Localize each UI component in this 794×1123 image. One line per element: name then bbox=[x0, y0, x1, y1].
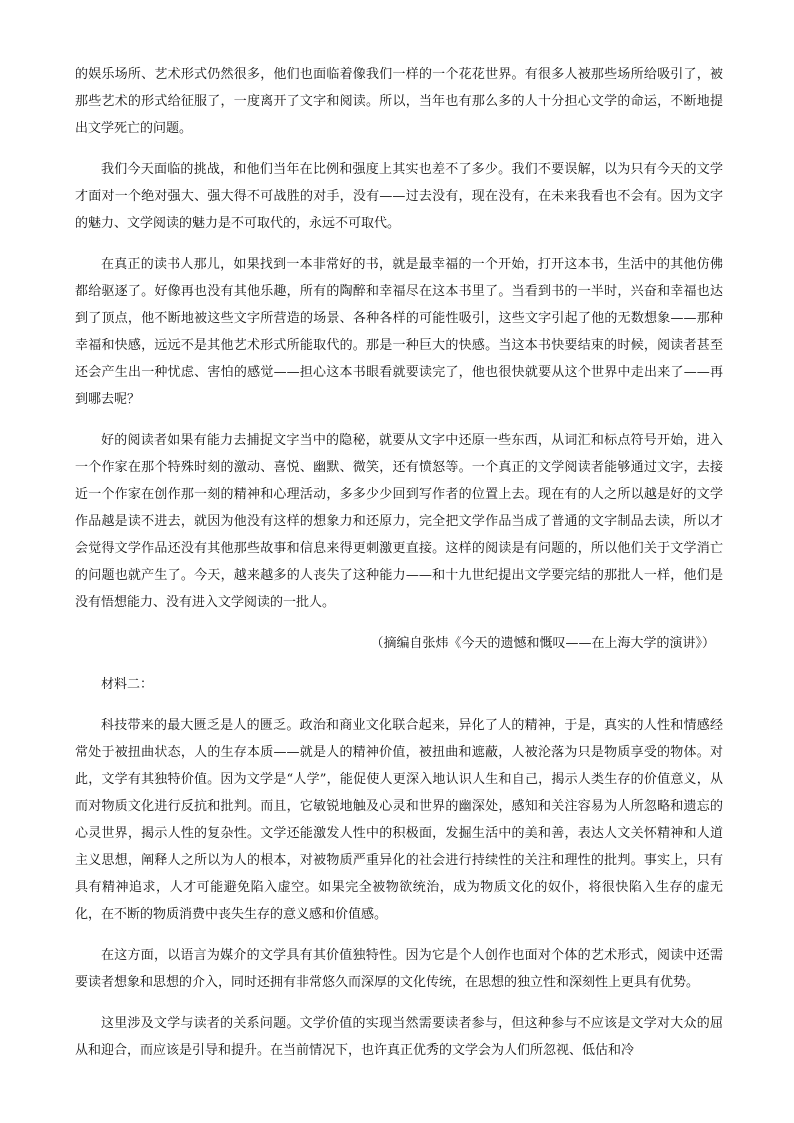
paragraph-7: 这里涉及文学与读者的关系问题。文学价值的实现当然需要读者参与，但这种参与不应该是文学对大众的屈从和迎合，而应该是引导和提升。在当前情况下，也许真正优秀的文学会为人们所忽视、低估和冷 bbox=[75, 1016, 723, 1058]
paragraph-5: 科技带来的最大匮乏是人的匮乏。政治和商业文化联合起来，异化了人的精神，于是，真实的人性和情感经常处于被扭曲状态，人的生存本质——就是人的精神价值，被扭曲和遮蔽，人被沦落为只是物质享受的物体。对此，文学有其独特价值。因为文学是“人学”，能促使人更深入地认识人生和自己，揭示人类生存的价值意义，从而对物质文化进行反抗和批判。而且，它敏锐地触及心灵和世界的幽深处，感知和关注容易为人所忽略和遗忘的心灵世界，揭示人性的复杂性。文学还能激发人性中的积极面，发掘生活中的美和善，表达人文关怀精神和人道主义思想，阐释人之所以为人的根本，对被物质严重异化的社会进行持续性的关注和理性的批判。事实上，只有具有精神追求，人才可能避免陷入虚空。如果完全被物欲统治，成为物质文化的奴仆，将很快陷入生存的虚无化，在不断的物质消费中丧失生存的意义感和价值感。 bbox=[75, 718, 723, 922]
paragraph-1: 的娱乐场所、艺术形式仍然很多，他们也面临着像我们一样的一个花花世界。有很多人被那些场所给吸引了，被那些艺术的形式给征服了，一度离开了文字和阅读。所以，当年也有那么多的人十分担心文学的命运，不断地提出文学死亡的问题。 bbox=[75, 67, 723, 136]
paragraph-6: 在这方面，以语言为媒介的文学具有其价值独特性。因为它是个人创作也面对个体的艺术形式，阅读中还需要读者想象和思想的介入，同时还拥有非常悠久而深厚的文化传统，在思想的独立性和深刻性上更具有优势。 bbox=[75, 948, 723, 990]
material-label: 材料二： bbox=[101, 677, 154, 692]
paragraph-3: 在真正的读书人那儿，如果找到一本非常好的书，就是最幸福的一个开始，打开这本书，生活中的其他仿佛都给驱逐了。好像再也没有其他乐趣，所有的陶醉和幸福尽在这本书里了。当看到书的一半时，兴奋和幸福也达到了顶点，他不断地被这些文字所营造的场景、各种各样的可能性吸引，这些文字引起了他的无数想象——那种幸福和快感，远远不是其他艺术形式所能取代的。那是一种巨大的快感。当这本书快要结束的时候，阅读者甚至还会产生出一种忧虑、害怕的感觉——担心这本书眼看就要读完了，他也很快就要从这个世界中走出来了——再到哪去呢？ bbox=[75, 257, 723, 407]
source-citation: （摘编自张炜《今天的遗憾和慨叹——在上海大学的演讲》） bbox=[370, 636, 715, 651]
paragraph-2: 我们今天面临的挑战，和他们当年在比例和强度上其实也差不了多少。我们不要误解，以为只有今天的文学才面对一个绝对强大、强大得不可战胜的对手，没有——过去没有，现在没有，在未来我看也不会有。因为文字的魅力、文学阅读的魅力是不可取代的，永远不可取代。 bbox=[75, 162, 723, 231]
paragraph-4: 好的阅读者如果有能力去捕捉文字当中的隐秘，就要从文字中还原一些东西，从词汇和标点符号开始，进入一个作家在那个特殊时刻的激动、喜悦、幽默、微笑，还有愤怒等。一个真正的文学阅读者能够通过文字，去接近一个作家在创作那一刻的精神和心理活动，多多少少回到写作者的位置上去。现在有的人之所以越是好的文学作品越是读不进去，就因为他没有这样的想象力和还原力，完全把文学作品当成了普通的文字制品去读，所以才会觉得文学作品还没有其他那些故事和信息来得更刺激更直接。这样的阅读是有问题的，所以他们关于文学消亡的问题也就产生了。今天，越来越多的人丧失了这种能力——和十九世纪提出文学要完结的那批人一样，他们是没有悟想能力、没有进入文学阅读的一批人。 bbox=[75, 433, 723, 610]
document-body bbox=[75, 61, 723, 1078]
